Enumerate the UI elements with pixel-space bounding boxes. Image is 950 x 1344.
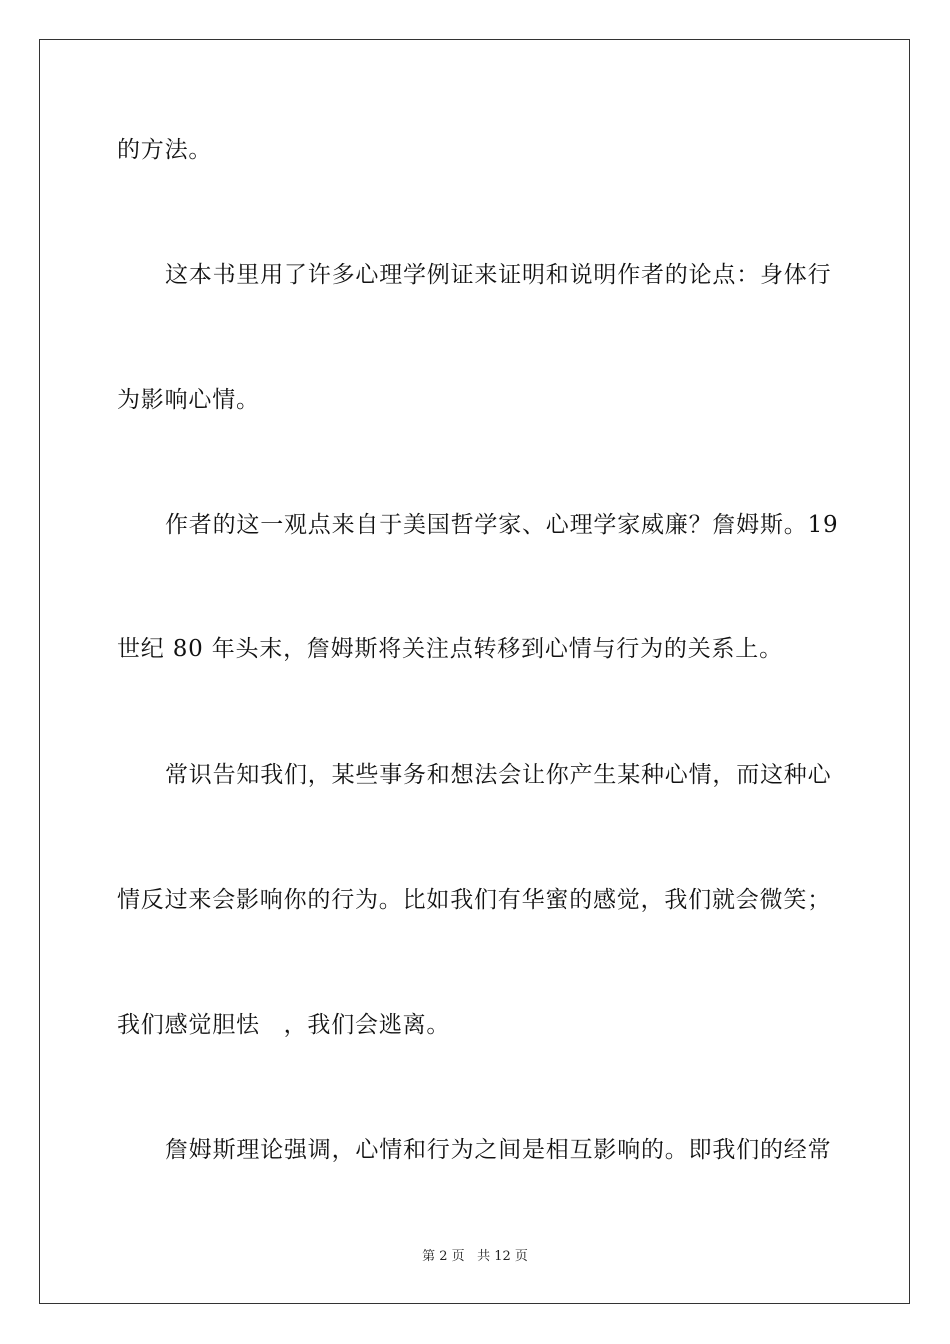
text-line: 情反过来会影响你的行为。比如我们有华蜜的感觉，我们就会微笑；	[117, 887, 831, 913]
text-line: 的方法。	[117, 137, 213, 163]
text-line: 为影响心情。	[117, 387, 260, 413]
text-line: 常识告知我们，某些事务和想法会让你产生某种心情，而这种心	[165, 762, 832, 788]
text-line: 詹姆斯理论强调，心情和行为之间是相互影响的。即我们的经常	[165, 1137, 832, 1163]
text-line: 这本书里用了许多心理学例证来证明和说明作者的论点：身体行	[165, 262, 832, 288]
page-footer	[0, 1248, 950, 1266]
text-line: 世纪 80 年头末，詹姆斯将关注点转移到心情与行为的关系上。	[117, 636, 783, 662]
page-number: 第 2 页	[422, 1249, 465, 1264]
page-border	[39, 39, 910, 1304]
text-line: 我们感觉胆怯 ，我们会逃离。	[117, 1012, 451, 1038]
text-line: 作者的这一观点来自于美国哲学家、心理学家威廉？詹姆斯。19	[165, 512, 839, 538]
page-total: 共 12 页	[477, 1249, 528, 1264]
